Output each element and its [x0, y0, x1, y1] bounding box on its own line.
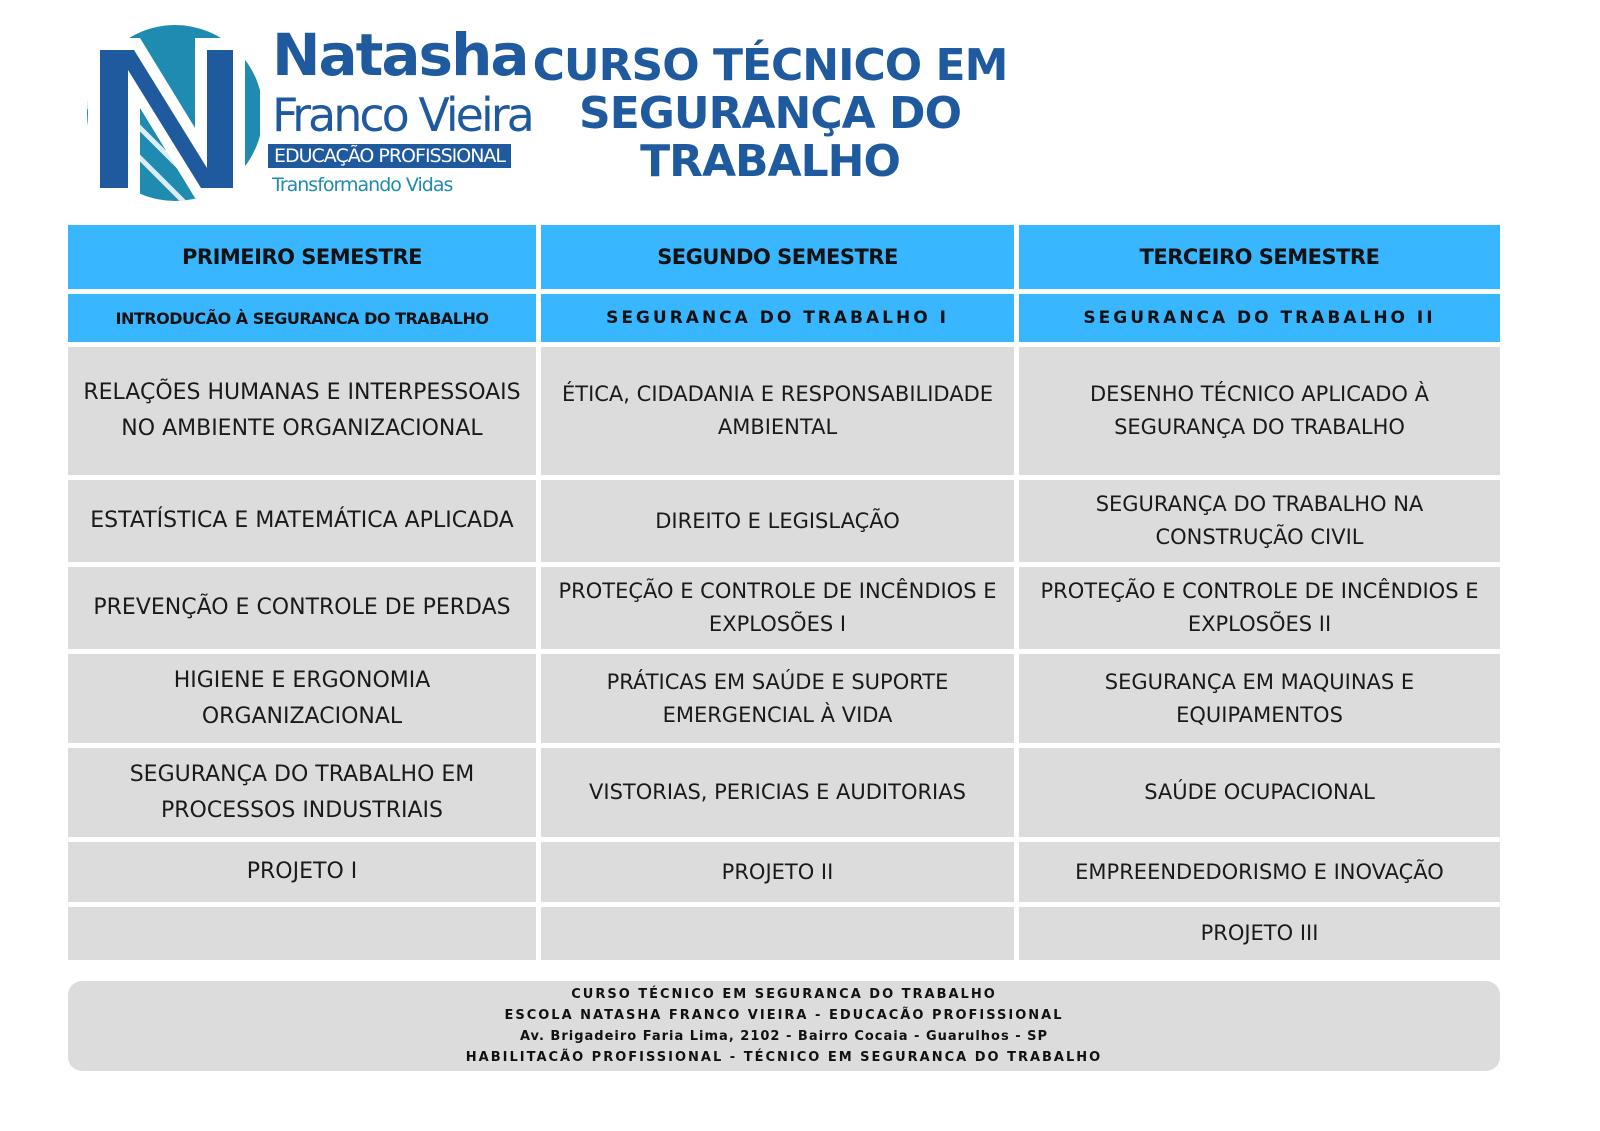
page-title	[530, 42, 1010, 186]
subject-cell	[541, 907, 1014, 960]
footer-address: Av. Brigadeiro Faria Lima, 2102 - Bairro Cocaia - Guarulhos - SP	[519, 1029, 1049, 1044]
curriculum-table	[68, 225, 1500, 965]
module-header-row	[68, 294, 1500, 342]
table-row	[68, 907, 1500, 960]
table-row	[68, 842, 1500, 902]
subject-cell: PROJETO III	[1019, 907, 1500, 960]
page-title-line2: SEGURANÇA DO	[579, 88, 961, 139]
footer-qualification: HABILITACÃO PROFISSIONAL - TÉCNICO EM SEGURANCA DO TRABALHO	[465, 1050, 1103, 1065]
page-title-line1: CURSO TÉCNICO EM	[532, 40, 1008, 91]
page-title-line3: TRABALHO	[640, 136, 900, 187]
subject-cell: ÉTICA, CIDADANIA E RESPONSABILIDADE AMBIENTAL	[541, 347, 1014, 475]
table-row	[68, 347, 1500, 475]
subject-cell: SAÚDE OCUPACIONAL	[1019, 748, 1500, 837]
subject-cell: SEGURANÇA DO TRABALHO EM PROCESSOS INDUSTRIAIS	[68, 748, 536, 837]
module-header-first: INTRODUCÃO À SEGURANCA DO TRABALHO	[68, 294, 536, 342]
semester-header-first: PRIMEIRO SEMESTRE	[68, 225, 536, 289]
subject-cell: HIGIENE E ERGONOMIA ORGANIZACIONAL	[68, 654, 536, 743]
subject-cell: PROJETO I	[68, 842, 536, 902]
subject-cell: DIREITO E LEGISLAÇÃO	[541, 480, 1014, 562]
logo-name-first: Natasha	[272, 21, 528, 89]
table-row	[68, 480, 1500, 562]
subject-cell: PROTEÇÃO E CONTROLE DE INCÊNDIOS E EXPLOSÕES I	[541, 567, 1014, 649]
subject-cell: DESENHO TÉCNICO APLICADO À SEGURANÇA DO TRABALHO	[1019, 347, 1500, 475]
table-row	[68, 748, 1500, 837]
subject-cell: VISTORIAS, PERICIAS E AUDITORIAS	[541, 748, 1014, 837]
subject-cell: RELAÇÕES HUMANAS E INTERPESSOAIS NO AMBIENTE ORGANIZACIONAL	[68, 347, 536, 475]
footer-info-box	[68, 981, 1500, 1071]
subject-cell: PROJETO II	[541, 842, 1014, 902]
semester-header-second: SEGUNDO SEMESTRE	[541, 225, 1014, 289]
module-header-third: SEGURANCA DO TRABALHO II	[1019, 294, 1500, 342]
subject-cell: PREVENÇÃO E CONTROLE DE PERDAS	[68, 567, 536, 649]
subject-cell: PRÁTICAS EM SAÚDE E SUPORTE EMERGENCIAL À VIDA	[541, 654, 1014, 743]
footer-course: CURSO TÉCNICO EM SEGURANCA DO TRABALHO	[571, 987, 997, 1002]
semester-header-row	[68, 225, 1500, 289]
module-header-second: SEGURANCA DO TRABALHO I	[541, 294, 1014, 342]
n-logo-mark-icon	[80, 18, 260, 208]
logo-tagline: EDUCAÇÃO PROFISSIONAL	[268, 144, 511, 168]
subject-cell: EMPREENDEDORISMO E INOVAÇÃO	[1019, 842, 1500, 902]
table-row	[68, 567, 1500, 649]
semester-header-third: TERCEIRO SEMESTRE	[1019, 225, 1500, 289]
subject-cell: SEGURANÇA EM MAQUINAS E EQUIPAMENTOS	[1019, 654, 1500, 743]
subject-cell	[68, 907, 536, 960]
subject-cell: SEGURANÇA DO TRABALHO NA CONSTRUÇÃO CIVIL	[1019, 480, 1500, 562]
subject-cell: ESTATÍSTICA E MATEMÁTICA APLICADA	[68, 480, 536, 562]
logo-slogan: Transformando Vidas	[272, 174, 453, 196]
school-logo	[80, 18, 532, 208]
logo-name-last: Franco Vieira	[272, 88, 532, 142]
subject-cell: PROTEÇÃO E CONTROLE DE INCÊNDIOS E EXPLOSÕES II	[1019, 567, 1500, 649]
table-row	[68, 654, 1500, 743]
footer-school: ESCOLA NATASHA FRANCO VIEIRA - EDUCACÃO PROFISSIONAL	[504, 1008, 1064, 1023]
